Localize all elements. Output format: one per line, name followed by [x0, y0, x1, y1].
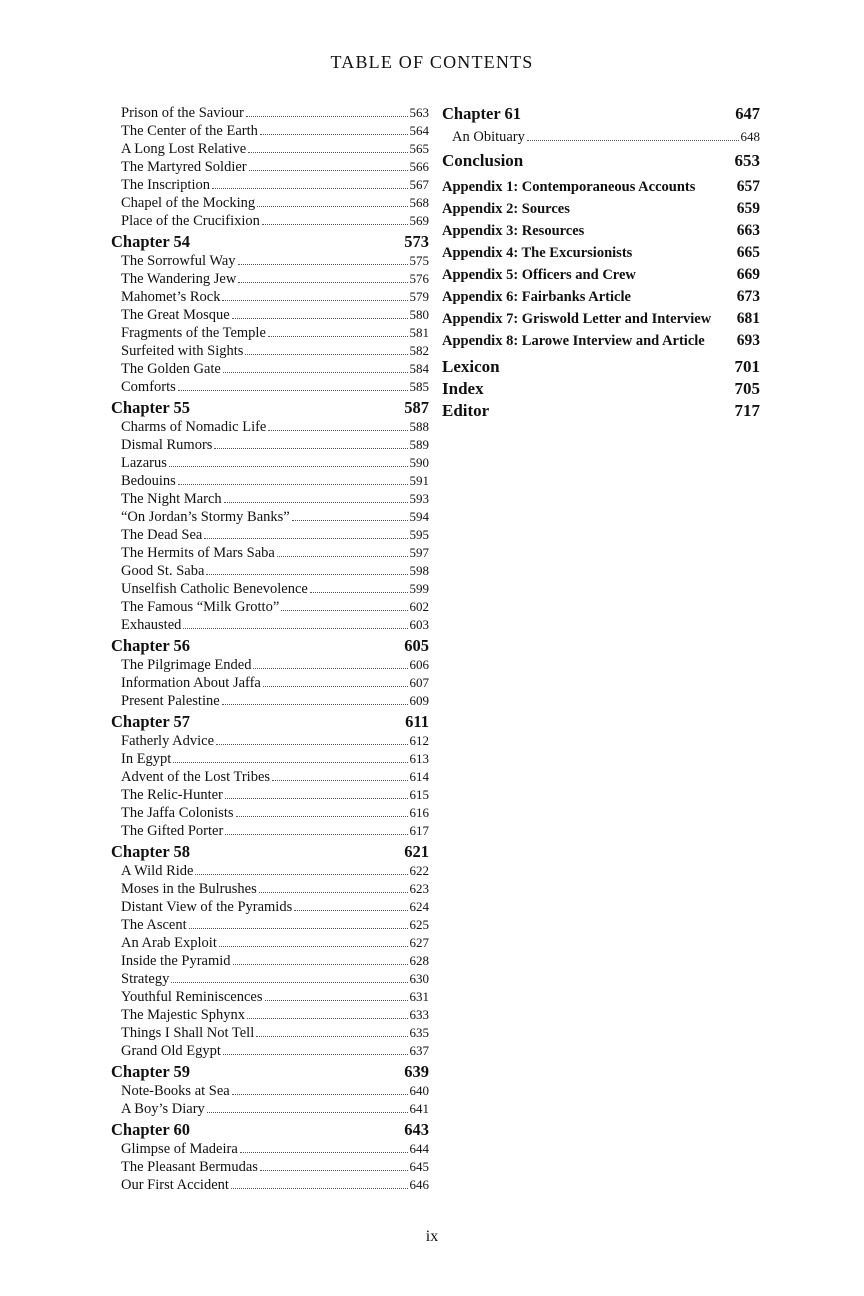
toc-page-number: 580 [409, 307, 429, 322]
toc-page-number: 609 [409, 693, 429, 708]
toc-entry-row [111, 342, 429, 360]
toc-appendix-title: Appendix 1: Contemporaneous Accounts [442, 179, 696, 195]
toc-entry-row [111, 508, 429, 526]
toc-page-number: 595 [409, 527, 429, 542]
toc-page-number: 598 [409, 563, 429, 578]
toc-page-number: 599 [409, 581, 429, 596]
toc-page-number: 576 [409, 271, 429, 286]
toc-entry-row [111, 1006, 429, 1024]
toc-major-row [442, 378, 760, 400]
toc-entry-row [111, 616, 429, 634]
toc-chapter-row [111, 636, 429, 656]
toc-entry-title: Comforts [121, 379, 176, 395]
toc-entry-row [111, 140, 429, 158]
dot-leader [265, 1000, 408, 1001]
toc-page-number: 566 [409, 159, 429, 174]
toc-page-number: 621 [404, 842, 429, 861]
toc-entry-row [111, 454, 429, 472]
toc-entry-title: The Wandering Jew [121, 271, 237, 287]
dot-leader [178, 390, 408, 391]
toc-entry-title: Fatherly Advice [121, 733, 215, 749]
toc-page-number: 603 [409, 617, 429, 632]
toc-appendix-title: Appendix 8: Larowe Interview and Article [442, 333, 705, 349]
toc-page-number: 573 [404, 232, 429, 251]
toc-appendix-row [442, 308, 760, 330]
dot-leader [259, 892, 408, 893]
dot-leader [277, 556, 408, 557]
toc-entry-title: The Famous “Milk Grotto” [121, 599, 280, 615]
toc-appendix-row [442, 176, 760, 198]
toc-entry-title: Good St. Saba [121, 563, 205, 579]
toc-entry-row [111, 786, 429, 804]
toc-major-title: Lexicon [442, 357, 500, 376]
toc-major-row [442, 356, 760, 378]
toc-page-number: 588 [409, 419, 429, 434]
toc-entry-row [111, 598, 429, 616]
toc-chapter-row [111, 842, 429, 862]
toc-entry-title: The Inscription [121, 177, 210, 193]
toc-page-number: 645 [409, 1159, 429, 1174]
toc-entry-title: The Jaffa Colonists [121, 805, 234, 821]
toc-chapter-title: Chapter 60 [111, 1120, 190, 1139]
toc-chapter-row [111, 1062, 429, 1082]
toc-major-title: Editor [442, 401, 490, 420]
toc-page-number: 717 [734, 401, 760, 420]
dot-leader [204, 538, 407, 539]
toc-entry-row [111, 212, 429, 230]
toc-page-number: 644 [409, 1141, 429, 1156]
toc-entry-row [111, 674, 429, 692]
dot-leader [195, 874, 407, 875]
toc-appendix-title: Appendix 6: Fairbanks Article [442, 289, 631, 305]
toc-entry-title: Strategy [121, 971, 170, 987]
dot-leader [268, 430, 407, 431]
toc-entry-title: Information About Jaffa [121, 675, 261, 691]
toc-major-title: Index [442, 379, 484, 398]
toc-page-number: 585 [409, 379, 429, 394]
dot-leader [294, 910, 407, 911]
toc-entry-row [111, 526, 429, 544]
dot-leader [178, 484, 408, 485]
toc-entry-title: A Wild Ride [121, 863, 194, 879]
dot-leader [248, 152, 407, 153]
toc-page-number: 637 [409, 1043, 429, 1058]
toc-page-number: 681 [736, 310, 760, 327]
toc-appendix-row [442, 198, 760, 220]
toc-page-number: 648 [740, 129, 760, 144]
dot-leader [173, 762, 407, 763]
dot-leader [222, 704, 408, 705]
toc-left-column [111, 104, 429, 1194]
toc-entry-row [111, 324, 429, 342]
toc-chapter-row [442, 104, 760, 124]
dot-leader [257, 206, 407, 207]
toc-entry-title: The Great Mosque [121, 307, 230, 323]
toc-entry-title: Chapel of the Mocking [121, 195, 256, 211]
dot-leader [245, 354, 407, 355]
toc-page-number: 575 [409, 253, 429, 268]
toc-entry-row [442, 128, 760, 146]
toc-entry-row [111, 768, 429, 786]
toc-entry-row [111, 1082, 429, 1100]
toc-appendix-title: Appendix 4: The Excursionists [442, 245, 633, 261]
toc-page-number: 631 [409, 989, 429, 1004]
toc-page-number: 633 [409, 1007, 429, 1022]
dot-leader [310, 592, 408, 593]
toc-entry-title: An Obituary [452, 129, 525, 145]
toc-entry-title: Inside the Pyramid [121, 953, 231, 969]
toc-page-number: 665 [736, 244, 760, 261]
toc-entry-row [111, 970, 429, 988]
toc-entry-row [111, 862, 429, 880]
toc-entry-row [111, 934, 429, 952]
dot-leader [225, 798, 408, 799]
toc-entry-title: The Pilgrimage Ended [121, 657, 252, 673]
toc-page-number: 579 [409, 289, 429, 304]
toc-entry-title: The Pleasant Bermudas [121, 1159, 258, 1175]
toc-page-number: 602 [409, 599, 429, 614]
toc-entry-title: Prison of the Saviour [121, 105, 244, 121]
toc-entry-row [111, 306, 429, 324]
toc-entry-title: The Center of the Earth [121, 123, 258, 139]
dot-leader [223, 372, 408, 373]
toc-entry-title: Present Palestine [121, 693, 220, 709]
toc-entry-title: Dismal Rumors [121, 437, 213, 453]
toc-entry-title: The Golden Gate [121, 361, 221, 377]
toc-page-number: 614 [409, 769, 429, 784]
toc-entry-title: Distant View of the Pyramids [121, 899, 293, 915]
toc-page-number: 639 [404, 1062, 429, 1081]
toc-chapter-title: Chapter 55 [111, 398, 190, 417]
toc-entry-title: The Night March [121, 491, 222, 507]
toc-appendix-row [442, 286, 760, 308]
toc-appendix-row [442, 220, 760, 242]
toc-chapter-title: Chapter 59 [111, 1062, 190, 1081]
toc-entry-row [111, 472, 429, 490]
dot-leader [219, 946, 408, 947]
toc-entry-title: “On Jordan’s Stormy Banks” [121, 509, 290, 525]
toc-appendix-row [442, 330, 760, 352]
toc-entry-title: Bedouins [121, 473, 176, 489]
toc-entry-row [111, 252, 429, 270]
dot-leader [233, 964, 408, 965]
dot-leader [262, 224, 408, 225]
toc-page-number: 616 [409, 805, 429, 820]
toc-chapter-row [111, 712, 429, 732]
toc-entry-title: Place of the Crucifixion [121, 213, 260, 229]
toc-page-number: 615 [409, 787, 429, 802]
toc-entry-row [111, 692, 429, 710]
toc-entry-title: Advent of the Lost Tribes [121, 769, 271, 785]
toc-page-number: 597 [409, 545, 429, 560]
toc-page-number: 640 [409, 1083, 429, 1098]
dot-leader [183, 628, 407, 629]
toc-chapter-row [111, 1120, 429, 1140]
dot-leader [225, 834, 407, 835]
toc-entry-row [111, 804, 429, 822]
dot-leader [231, 1188, 408, 1189]
toc-appendix-title: Appendix 5: Officers and Crew [442, 267, 636, 283]
dot-leader [214, 448, 407, 449]
toc-entry-row [111, 288, 429, 306]
dot-leader [216, 744, 407, 745]
toc-entry-title: The Sorrowful Way [121, 253, 236, 269]
toc-page-number: 563 [409, 105, 429, 120]
toc-entry-title: The Ascent [121, 917, 187, 933]
toc-entry-title: The Gifted Porter [121, 823, 224, 839]
dot-leader [249, 170, 408, 171]
toc-entry-title: Exhausted [121, 617, 182, 633]
toc-appendix-title: Appendix 7: Griswold Letter and Interview [442, 311, 712, 327]
toc-page-number: 693 [736, 332, 760, 349]
toc-page-number: 590 [409, 455, 429, 470]
toc-entry-row [111, 194, 429, 212]
dot-leader [212, 188, 408, 189]
toc-page-number: 567 [409, 177, 429, 192]
toc-major-row [442, 150, 760, 172]
toc-entry-title: Lazarus [121, 455, 167, 471]
toc-entry-title: Mahomet’s Rock [121, 289, 221, 305]
dot-leader [292, 520, 408, 521]
toc-chapter-row [111, 232, 429, 252]
toc-page-number: 569 [409, 213, 429, 228]
toc-page-number: 623 [409, 881, 429, 896]
toc-entry-title: Things I Shall Not Tell [121, 1025, 255, 1041]
dot-leader [222, 300, 407, 301]
toc-entry-title: Charms of Nomadic Life [121, 419, 267, 435]
dot-leader [253, 668, 407, 669]
dot-leader [169, 466, 408, 467]
toc-page-number: 582 [409, 343, 429, 358]
toc-entry-row [111, 158, 429, 176]
toc-page-number: 622 [409, 863, 429, 878]
toc-page-number: 659 [736, 200, 760, 217]
toc-page-number: 647 [735, 104, 760, 123]
toc-page-number: 594 [409, 509, 429, 524]
toc-entry-row [111, 988, 429, 1006]
toc-appendix-title: Appendix 2: Sources [442, 201, 570, 217]
toc-chapter-title: Chapter 58 [111, 842, 190, 861]
toc-entry-row [111, 122, 429, 140]
toc-page-number: 635 [409, 1025, 429, 1040]
toc-page-number: 701 [734, 357, 760, 376]
toc-entry-title: The Relic-Hunter [121, 787, 223, 803]
toc-entry-title: An Arab Exploit [121, 935, 217, 951]
toc-entry-row [111, 1100, 429, 1118]
toc-page-number: 587 [404, 398, 429, 417]
toc-page-number: 612 [409, 733, 429, 748]
dot-leader [206, 574, 407, 575]
dot-leader [260, 134, 408, 135]
toc-entry-title: Grand Old Egypt [121, 1043, 221, 1059]
toc-entry-row [111, 822, 429, 840]
toc-entry-row [111, 1140, 429, 1158]
toc-entry-title: Unselfish Catholic Benevolence [121, 581, 308, 597]
toc-page-number: 565 [409, 141, 429, 156]
toc-entry-row [111, 104, 429, 122]
toc-appendix-row [442, 242, 760, 264]
toc-entry-row [111, 436, 429, 454]
toc-page-number: 591 [409, 473, 429, 488]
toc-page-number: 593 [409, 491, 429, 506]
page-title: TABLE OF CONTENTS [330, 52, 534, 72]
toc-page-number: 611 [405, 712, 429, 731]
toc-page-number: 673 [736, 288, 760, 305]
toc-entry-row [111, 880, 429, 898]
page-number: ix [425, 1228, 439, 1245]
toc-page-number: 630 [409, 971, 429, 986]
toc-major-title: Conclusion [442, 151, 524, 170]
dot-leader [238, 282, 407, 283]
toc-page-number: 705 [734, 379, 760, 398]
dot-leader [240, 1152, 408, 1153]
dot-leader [272, 780, 407, 781]
toc-page-number: 607 [409, 675, 429, 690]
toc-entry-title: Our First Accident [121, 1177, 229, 1193]
toc-entry-title: In Egypt [121, 751, 172, 767]
toc-entry-row [111, 562, 429, 580]
toc-entry-title: Surfeited with Sights [121, 343, 244, 359]
toc-entry-row [111, 490, 429, 508]
toc-entry-row [111, 418, 429, 436]
dot-leader [256, 1036, 407, 1037]
toc-entry-row [111, 1176, 429, 1194]
toc-chapter-row [111, 398, 429, 418]
toc-entry-title: The Majestic Sphynx [121, 1007, 246, 1023]
toc-appendix-title: Appendix 3: Resources [442, 223, 585, 239]
toc-entry-title: Moses in the Bulrushes [121, 881, 257, 897]
dot-leader [224, 502, 408, 503]
toc-entry-row [111, 360, 429, 378]
dot-leader [232, 318, 408, 319]
toc-entry-row [111, 952, 429, 970]
toc-page-number: 646 [409, 1177, 429, 1192]
toc-entry-title: Youthful Reminiscences [121, 989, 263, 1005]
toc-page-number: 627 [409, 935, 429, 950]
toc-chapter-title: Chapter 57 [111, 712, 190, 731]
toc-page-number: 669 [736, 266, 760, 283]
toc-entry-row [111, 544, 429, 562]
toc-entry-title: Fragments of the Temple [121, 325, 266, 341]
toc-page-number: 589 [409, 437, 429, 452]
dot-leader [207, 1112, 408, 1113]
dot-leader [260, 1170, 408, 1171]
toc-page-number: 613 [409, 751, 429, 766]
dot-leader [527, 140, 739, 141]
dot-leader [232, 1094, 408, 1095]
toc-page-number: 568 [409, 195, 429, 210]
toc-entry-row [111, 732, 429, 750]
toc-entry-row [111, 750, 429, 768]
toc-entry-row [111, 378, 429, 396]
toc-entry-row [111, 176, 429, 194]
toc-page-number: 624 [409, 899, 429, 914]
toc-entry-row [111, 656, 429, 674]
toc-entry-row [111, 580, 429, 598]
dot-leader [263, 686, 408, 687]
dot-leader [236, 816, 408, 817]
toc-page-number: 643 [404, 1120, 429, 1139]
toc-entry-title: A Long Lost Relative [121, 141, 247, 157]
toc-chapter-title: Chapter 56 [111, 636, 190, 655]
toc-entry-title: The Dead Sea [121, 527, 203, 543]
toc-chapter-title: Chapter 61 [442, 104, 521, 123]
toc-entry-title: Glimpse of Madeira [121, 1141, 238, 1157]
toc-page-number: 653 [734, 151, 760, 170]
toc-page-number: 628 [409, 953, 429, 968]
dot-leader [223, 1054, 408, 1055]
toc-entry-row [111, 1024, 429, 1042]
dot-leader [281, 610, 407, 611]
toc-page-number: 581 [409, 325, 429, 340]
dot-leader [189, 928, 408, 929]
toc-page-number: 657 [736, 178, 760, 195]
toc-page-number: 625 [409, 917, 429, 932]
toc-page-number: 605 [404, 636, 429, 655]
toc-entry-row [111, 916, 429, 934]
toc-major-row [442, 400, 760, 422]
toc-page-number: 584 [409, 361, 429, 376]
toc-right-column [442, 104, 760, 422]
dot-leader [238, 264, 408, 265]
toc-page-number: 641 [409, 1101, 429, 1116]
dot-leader [171, 982, 407, 983]
toc-page-number: 606 [409, 657, 429, 672]
toc-entry-row [111, 270, 429, 288]
toc-entry-row [111, 1158, 429, 1176]
toc-page-number: 663 [736, 222, 760, 239]
toc-entry-title: Note-Books at Sea [121, 1083, 230, 1099]
toc-entry-row [111, 898, 429, 916]
dot-leader [247, 1018, 407, 1019]
toc-entry-row [111, 1042, 429, 1060]
toc-chapter-title: Chapter 54 [111, 232, 190, 251]
toc-entry-title: The Martyred Soldier [121, 159, 247, 175]
dot-leader [246, 116, 408, 117]
toc-page-number: 617 [409, 823, 429, 838]
toc-entry-title: The Hermits of Mars Saba [121, 545, 275, 561]
dot-leader [268, 336, 408, 337]
toc-entry-title: A Boy’s Diary [121, 1101, 205, 1117]
toc-appendix-row [442, 264, 760, 286]
toc-page-number: 564 [409, 123, 429, 138]
